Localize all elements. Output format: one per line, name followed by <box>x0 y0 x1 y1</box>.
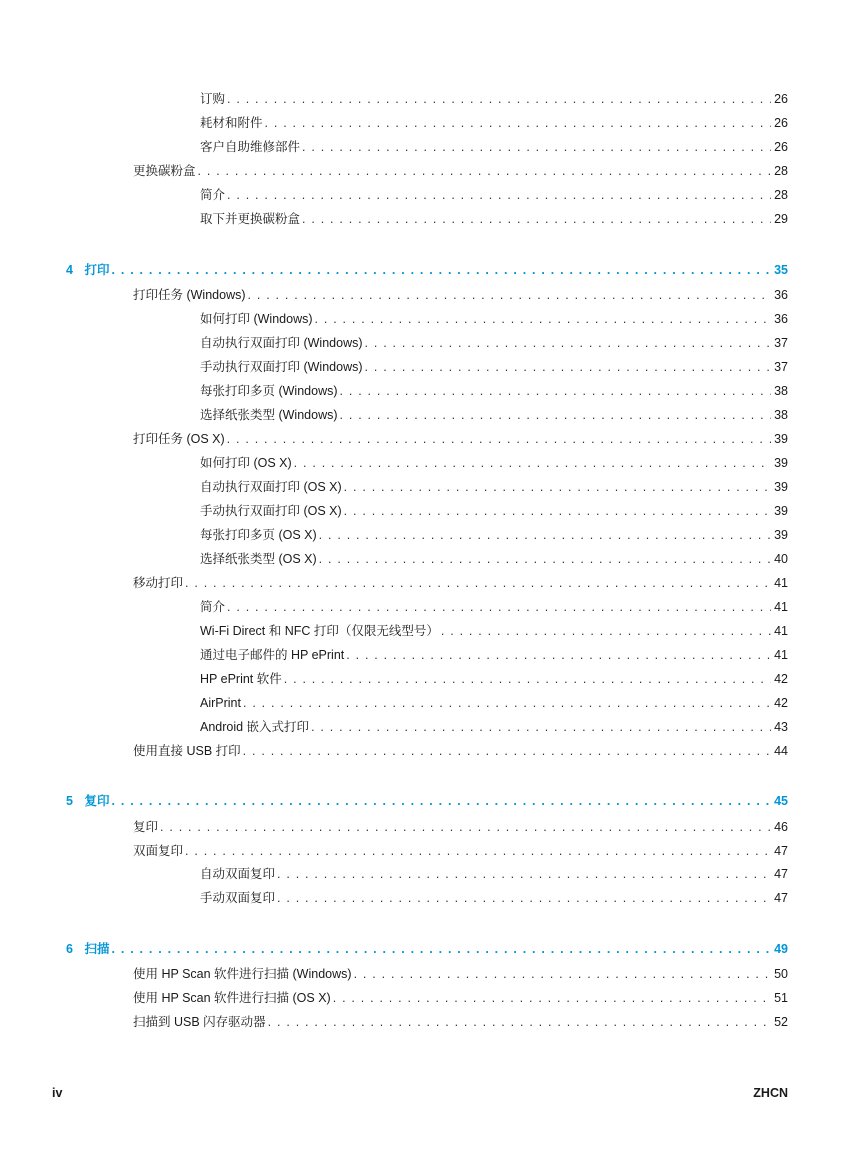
toc-entry-label: 简介 <box>200 600 226 614</box>
toc-entry-label: 使用直接 USB 打印 <box>133 744 241 758</box>
chapter-title: 复印 <box>84 794 110 808</box>
toc-entry-label: 扫描到 USB 闪存驱动器 <box>133 1015 266 1029</box>
dot-leader <box>243 695 771 711</box>
dot-leader <box>243 743 771 759</box>
toc-page-number: 50 <box>774 967 788 981</box>
toc-page-number: 36 <box>774 312 788 326</box>
toc-entry-label: 手动执行双面打印 (Windows) <box>200 360 363 374</box>
toc-entry-label: 双面复印 <box>133 844 184 858</box>
dot-leader <box>112 941 772 957</box>
dot-leader <box>340 383 772 399</box>
toc-entry-label: 选择纸张类型 (OS X) <box>200 552 317 566</box>
dot-leader <box>315 311 772 327</box>
dot-leader <box>319 551 771 567</box>
toc-entry-label: Wi-Fi Direct 和 NFC 打印（仅限无线型号） <box>200 624 439 638</box>
toc-entry-copy[interactable] <box>133 815 788 835</box>
toc-page-number: 42 <box>774 672 788 686</box>
toc-page-number: 40 <box>774 552 788 566</box>
toc-entry-label: HP ePrint 软件 <box>200 672 282 686</box>
toc-page-number: 41 <box>774 648 788 662</box>
dot-leader <box>340 407 772 423</box>
toc-entry-label: 打印任务 (OS X) <box>133 432 225 446</box>
toc-chapter-print[interactable] <box>66 258 788 278</box>
toc-page-number: 45 <box>774 794 788 808</box>
dot-leader <box>302 139 771 155</box>
toc-page-number: 51 <box>774 991 788 1005</box>
toc-page-number: 39 <box>774 456 788 470</box>
toc-entry-manual-duplex-copy[interactable] <box>200 886 788 906</box>
toc-page-number: 28 <box>774 164 788 178</box>
toc-entry-label: 耗材和附件 <box>200 116 263 130</box>
toc-entry-paper-type-osx[interactable] <box>200 547 788 567</box>
toc-entry-label: Android 嵌入式打印 <box>200 720 310 734</box>
toc-entry-remove-replace-toner[interactable] <box>200 207 788 227</box>
toc-page-number: 46 <box>774 820 788 834</box>
toc-page-number: 29 <box>774 212 788 226</box>
toc-entry-how-to-print-windows[interactable] <box>200 307 788 327</box>
toc-page-number: 44 <box>774 744 788 758</box>
chapter-title: 打印 <box>84 263 110 277</box>
toc-entry-auto-duplex-copy[interactable] <box>200 862 788 882</box>
toc-page-number: 39 <box>774 504 788 518</box>
chapter-title: 扫描 <box>84 942 110 956</box>
dot-leader <box>344 503 771 519</box>
toc-entry-label: 自动执行双面打印 (Windows) <box>200 336 363 350</box>
toc-entry-hp-eprint-software[interactable] <box>200 667 788 687</box>
toc-entry-label: 简介 <box>200 188 226 202</box>
toc-page-number: 41 <box>774 600 788 614</box>
toc-entry-hp-scan-windows[interactable] <box>133 962 788 982</box>
toc-entry-label: 取下并更换碳粉盒 <box>200 212 301 226</box>
toc-entry-print-tasks-osx[interactable] <box>133 427 788 447</box>
dot-leader <box>311 719 771 735</box>
toc-page-number: 52 <box>774 1015 788 1029</box>
dot-leader <box>441 623 771 639</box>
toc-page-number: 37 <box>774 360 788 374</box>
dot-leader <box>333 990 771 1006</box>
toc-chapter-label <box>66 941 112 957</box>
toc-entry-auto-duplex-osx[interactable] <box>200 475 788 495</box>
toc-chapter-label <box>66 262 112 278</box>
toc-entry-label: 手动双面复印 <box>200 891 276 905</box>
dot-leader <box>344 479 771 495</box>
toc-entry-hp-eprint-email[interactable] <box>200 643 788 663</box>
toc-entry-label: 每张打印多页 (Windows) <box>200 384 338 398</box>
toc-entry-introduction[interactable] <box>200 183 788 203</box>
toc-page-number: 41 <box>774 576 788 590</box>
toc-entry-label: AirPrint <box>200 696 241 710</box>
toc-page-number: 39 <box>774 480 788 494</box>
dot-leader <box>277 866 771 882</box>
toc-entry-print-tasks-windows[interactable] <box>133 283 788 303</box>
toc-page-number: 41 <box>774 624 788 638</box>
toc-entry-auto-duplex-windows[interactable] <box>200 331 788 351</box>
toc-entry-mobile-introduction[interactable] <box>200 595 788 615</box>
dot-leader <box>346 647 771 663</box>
toc-entry-android-embedded[interactable] <box>200 715 788 735</box>
toc-entry-manual-duplex-osx[interactable] <box>200 499 788 519</box>
toc-page-number: 26 <box>774 92 788 106</box>
dot-leader <box>185 575 771 591</box>
toc-entry-direct-usb-print[interactable] <box>133 739 788 759</box>
toc-entry-mobile-printing[interactable] <box>133 571 788 591</box>
toc-entry-label: 使用 HP Scan 软件进行扫描 (OS X) <box>133 991 331 1005</box>
dot-leader <box>112 793 772 809</box>
dot-leader <box>294 455 771 471</box>
chapter-number: 6 <box>66 942 73 956</box>
toc-entry-label: 移动打印 <box>133 576 184 590</box>
dot-leader <box>227 91 771 107</box>
toc-entry-label: 更换碳粉盒 <box>133 164 196 178</box>
dot-leader <box>227 187 771 203</box>
toc-page-number: 28 <box>774 188 788 202</box>
toc-page-number: 47 <box>774 867 788 881</box>
dot-leader <box>302 211 771 227</box>
toc-chapter-scan[interactable] <box>66 937 788 957</box>
toc-entry-paper-type-windows[interactable] <box>200 403 788 423</box>
toc-entry-label: 每张打印多页 (OS X) <box>200 528 317 542</box>
toc-entry-label: 复印 <box>133 820 159 834</box>
toc-entry-manual-duplex-windows[interactable] <box>200 355 788 375</box>
toc-entry-label: 通过电子邮件的 HP ePrint <box>200 648 345 662</box>
dot-leader <box>365 335 772 351</box>
toc-entry-self-repair-parts[interactable] <box>200 135 788 155</box>
toc-page-number: 35 <box>774 263 788 277</box>
dot-leader <box>265 115 772 131</box>
toc-entry-hp-scan-osx[interactable] <box>133 986 788 1006</box>
dot-leader <box>227 431 771 447</box>
dot-leader <box>227 599 771 615</box>
toc-entry-scan-to-usb[interactable] <box>133 1010 788 1030</box>
toc-entry-replace-toner[interactable] <box>133 159 788 179</box>
toc-entry-label: 选择纸张类型 (Windows) <box>200 408 338 422</box>
dot-leader <box>160 819 771 835</box>
dot-leader <box>185 843 771 859</box>
toc-entry-wifi-direct-nfc[interactable] <box>200 619 788 639</box>
toc-page-number: 43 <box>774 720 788 734</box>
toc-page-number: 42 <box>774 696 788 710</box>
toc-entry-label: 自动双面复印 <box>200 867 276 881</box>
footer-page-number: iv <box>52 1086 63 1100</box>
chapter-number: 4 <box>66 263 73 277</box>
dot-leader <box>198 163 772 179</box>
toc-page-number: 47 <box>774 891 788 905</box>
toc-entry-duplex-copy[interactable] <box>133 839 788 859</box>
toc-page-number: 39 <box>774 432 788 446</box>
toc-chapter-copy[interactable] <box>66 789 788 809</box>
toc-page-number: 36 <box>774 288 788 302</box>
toc-entry-label: 使用 HP Scan 软件进行扫描 (Windows) <box>133 967 352 981</box>
toc-page-number: 37 <box>774 336 788 350</box>
toc-entry-label: 如何打印 (OS X) <box>200 456 292 470</box>
toc-page-number: 39 <box>774 528 788 542</box>
toc-entry-label: 客户自助维修部件 <box>200 140 301 154</box>
toc-entry-label: 如何打印 (Windows) <box>200 312 313 326</box>
toc-entry-multiple-pages-osx[interactable] <box>200 523 788 543</box>
toc-entry-label: 订购 <box>200 92 226 106</box>
dot-leader <box>248 287 772 303</box>
toc-entry-label: 打印任务 (Windows) <box>133 288 246 302</box>
dot-leader <box>268 1014 771 1030</box>
toc-page-number: 47 <box>774 844 788 858</box>
toc-page-number: 26 <box>774 140 788 154</box>
toc-page-number: 26 <box>774 116 788 130</box>
toc-entry-label: 自动执行双面打印 (OS X) <box>200 480 342 494</box>
toc-entry-airprint[interactable] <box>200 691 788 711</box>
dot-leader <box>112 262 772 278</box>
toc-page-number: 38 <box>774 408 788 422</box>
dot-leader <box>277 890 771 906</box>
toc-entry-ordering[interactable] <box>200 87 788 107</box>
toc-chapter-label <box>66 793 112 809</box>
toc-entry-how-to-print-osx[interactable] <box>200 451 788 471</box>
toc-entry-supplies-accessories[interactable] <box>200 111 788 131</box>
toc-page-number: 38 <box>774 384 788 398</box>
dot-leader <box>365 359 772 375</box>
toc-entry-multiple-pages-windows[interactable] <box>200 379 788 399</box>
toc-page-number: 49 <box>774 942 788 956</box>
footer-locale: ZHCN <box>753 1086 788 1100</box>
toc-entry-label: 手动执行双面打印 (OS X) <box>200 504 342 518</box>
dot-leader <box>284 671 771 687</box>
chapter-number: 5 <box>66 794 73 808</box>
dot-leader <box>354 966 772 982</box>
dot-leader <box>319 527 771 543</box>
